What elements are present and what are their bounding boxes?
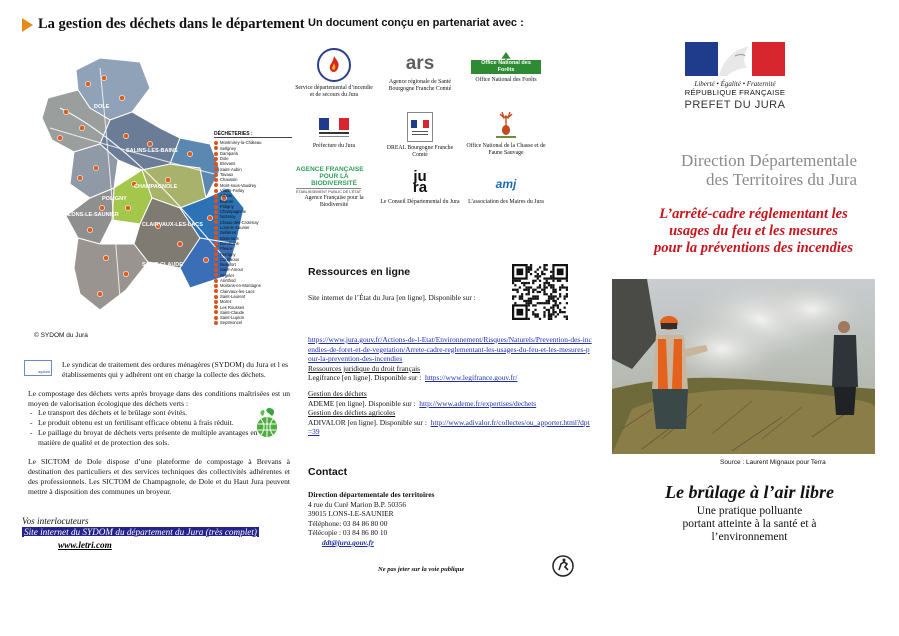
- decheterie-dot-icon: [214, 289, 218, 293]
- decheterie-dot-icon: [214, 305, 218, 309]
- afb-logo-line: ÉTABLISSEMENT PUBLIC DE L’ÉTAT: [296, 190, 362, 194]
- prefecture-logo: [682, 42, 788, 111]
- partner-afb: AGENCE FRANÇAISE POUR LA BIODIVERSITÉ ÉTABLISSEMENT PUBLIC DE L’ÉTAT Agence Française pour la Biodiversité: [294, 170, 374, 209]
- afb-logo-line: POUR LA BIODIVERSITÉ: [311, 173, 357, 187]
- contact-address: 4 rue du Curé Marion B.P. 50356: [308, 499, 407, 509]
- decheterie-dot-icon: [214, 215, 218, 219]
- decheterie-dot-icon: [214, 173, 218, 177]
- amj-logo-icon: amj: [495, 176, 517, 191]
- legend-item: Pleure: [214, 246, 292, 251]
- partner-onf: Office National des Forêts Office National des Forêts: [466, 52, 546, 84]
- right-panel: [600, 0, 899, 636]
- sdis-logo-icon: [323, 54, 345, 76]
- onf-logo-text: Office National des Forêts: [471, 60, 541, 74]
- legend-title: DÉCHETERIES :: [214, 132, 292, 138]
- decheterie-dot-icon: [214, 183, 218, 187]
- legend-item: Montmirey-la-Château: [214, 140, 292, 145]
- jura-logo-icon: jura: [412, 168, 428, 196]
- sydom-text: Le syndicat de traitement des ordures ménagères (SYDOM) du Jura et l es établissements qui y adhérent ont en charge la collecte des déchets.: [62, 360, 289, 379]
- legend-item: Poligny: [214, 204, 292, 209]
- partner-prefecture: Préfecture du Jura: [294, 114, 374, 150]
- decheterie-dot-icon: [214, 189, 218, 193]
- sictom-text: Le SICTOM de Dole dispose d’une plateforme de compostage à Brevans à destination des particuliers et des services techniques des collectivités adhérentes et des professionnels. Les SICTOM de Champagnole, de Dole et du Haut Jura peuvent mettre à disposition des communes un broyeur.: [28, 457, 290, 496]
- legend-item: Nozeroy: [214, 214, 292, 219]
- map-city-label: POLIGNY: [102, 196, 127, 202]
- contact-block: [308, 490, 528, 548]
- legend-item: Orgelet: [214, 273, 292, 278]
- partner-amj: amj L’association des Maires du Jura: [468, 176, 544, 205]
- decheterie-dot-icon: [214, 152, 218, 156]
- triangle-bullet-icon: [22, 18, 33, 32]
- contact-email-link[interactable]: ddt@jura.gouv.fr: [322, 537, 374, 547]
- decheterie-dot-icon: [214, 157, 218, 161]
- decheterie-dot-icon: [214, 167, 218, 171]
- ars-logo-icon: ars: [405, 52, 435, 74]
- resources-list: [308, 335, 593, 437]
- legend-item: Domblans: [214, 241, 292, 246]
- decheterie-dot-icon: [214, 268, 218, 272]
- headline: Le brûlage à l’air libre: [665, 482, 834, 502]
- partners-title: Un document conçu en partenariat avec :: [308, 17, 524, 29]
- interlocutors-title: Vos interlocuteurs: [22, 516, 89, 526]
- legend-item: Morez: [214, 299, 292, 304]
- legend-item: Saint-Laurent: [214, 294, 292, 299]
- decheterie-dot-icon: [214, 321, 218, 325]
- list-item: - Le paillage du broyat de déchets verts présente de multiple avantages en matière de qualité et de protection des sols.: [28, 428, 290, 448]
- footer-note: Ne pas jeter sur la voie publique: [378, 566, 465, 573]
- subtitle: Une pratique polluante portant atteinte à la santé et à l’environnement: [682, 505, 817, 543]
- legend-item: Villers-Farlay: [214, 188, 292, 193]
- legend-item: Chaux-des-Crotenay: [214, 220, 292, 225]
- ademe-text: ADEME [en ligne]. Disponible sur :: [308, 398, 416, 408]
- legend-item: Sellgney: [214, 146, 292, 151]
- afb-logo-line: AGENCE FRANÇAISE: [296, 166, 364, 173]
- contact-address: 39015 LONS-LE-SAUNIER: [308, 509, 394, 519]
- map-legend: [214, 132, 292, 326]
- partner-dreal: DREAL Bourgogne Franche Comté: [380, 112, 460, 159]
- recycling-globe-icon: [254, 406, 280, 438]
- decheterie-dot-icon: [214, 205, 218, 209]
- decheterie-dot-icon: [214, 300, 218, 304]
- section-title: La gestion des déchets dans le département: [22, 16, 305, 33]
- legend-item: Saint-Aubin: [214, 167, 292, 172]
- decheterie-dot-icon: [214, 310, 218, 314]
- decheterie-dot-icon: [214, 257, 218, 261]
- republic-motto: Liberté • Égalité • Fraternité: [694, 80, 776, 88]
- map-city-label: LONS-LE-SAUNIER: [68, 212, 119, 218]
- decheterie-dot-icon: [214, 273, 218, 277]
- legend-item: Arbois: [214, 193, 292, 198]
- state-website-link[interactable]: https://www.jura.gouv.fr/Actions-de-l-Etat/Environnement/Risques/Naturels/Prevention-des-incendies-de-foret-et-de-vegetation/Arrete-cadre-reglementant-les-usages-du-feu-et-les-mesures-pour-la-prevention-des-incendies: [308, 335, 592, 364]
- legend-item: Arinthod: [214, 278, 292, 283]
- legend-item: Moirans-en-Montagne: [214, 283, 292, 288]
- partner-jura: jura Le Conseil Départemental du Jura: [380, 168, 460, 205]
- legend-item: Champagnole: [214, 209, 292, 214]
- partner-oncfs: Office National de la Chasse et de Faune Sauvage: [466, 110, 546, 157]
- decheterie-dot-icon: [214, 231, 218, 235]
- dreal-flag-icon: [411, 120, 429, 128]
- map-credit: © SYDOM du Jura: [34, 332, 88, 339]
- decheterie-dot-icon: [214, 316, 218, 320]
- legend-item: Dole: [214, 156, 292, 161]
- legend-item: Chaussin: [214, 177, 292, 182]
- contact-org: Direction départementale des territoires: [308, 490, 435, 499]
- legend-item: Brevans: [214, 161, 292, 166]
- republic-name: RÉPUBLIQUE FRANÇAISE: [684, 88, 786, 97]
- resources-title: Ressources en ligne: [308, 266, 411, 278]
- decheterie-dot-icon: [214, 263, 218, 267]
- decheterie-dot-icon: [214, 226, 218, 230]
- map-city-label: SAINT-CLAUDE: [142, 262, 183, 268]
- legend-item: Saint-Claude: [214, 310, 292, 315]
- adivalor-link[interactable]: http://www.adivalor.fr/collectes/ou_apporter.html?dpt=39: [308, 417, 590, 437]
- legifrance-text: Legifrance [en ligne]. Disponible sur :: [308, 373, 422, 383]
- contact-fax: Télécopie : 03 84 86 80 10: [308, 528, 388, 538]
- list-item: - Le produit obtenu est un fertilisant efficace obtenu à frais réduit.: [28, 418, 290, 428]
- legend-item: Sellières: [214, 230, 292, 235]
- sydom-logo: sydom: [24, 360, 52, 376]
- decheterie-dot-icon: [214, 146, 218, 150]
- contact-title: Contact: [308, 466, 348, 478]
- legifrance-link[interactable]: https://www.legifrance.gouv.fr/: [425, 373, 518, 383]
- decheterie-dot-icon: [214, 178, 218, 182]
- ddt-title: Direction Départementale des Territoires du Jura: [680, 151, 857, 189]
- decheterie-dot-icon: [214, 162, 218, 166]
- legend-item: Bracon: [214, 199, 292, 204]
- decheterie-dot-icon: [214, 220, 218, 224]
- legend-item: Damparis: [214, 151, 292, 156]
- legend-item: Perrigny: [214, 252, 292, 257]
- legal-title: Ressources juridique du droit français: [308, 363, 421, 373]
- letri-link[interactable]: www.letri.com: [58, 540, 112, 550]
- decheterie-dot-icon: [214, 284, 218, 288]
- legend-item: Lons-le-Saunier: [214, 225, 292, 230]
- contact-phone: Téléphone: 03 84 86 80 00: [308, 518, 388, 528]
- legend-item: Clairvaux-les-Lacs: [214, 289, 292, 294]
- photo-credit: Source : Laurent Mignaux pour Terra: [720, 459, 826, 466]
- decheterie-dot-icon: [214, 279, 218, 283]
- waste-title: Gestion des déchets: [308, 388, 367, 398]
- decheterie-dot-icon: [214, 194, 218, 198]
- legend-item: Tavaux: [214, 172, 292, 177]
- adivalor-text: ADIVALOR [en ligne]. Disponible sur :: [308, 417, 427, 427]
- decheterie-dot-icon: [214, 199, 218, 203]
- list-item: - Le transport des déchets et le brûlage sont évités.: [28, 408, 290, 418]
- map-city-label: CLAIRVAUX-LES-LACS: [142, 222, 203, 228]
- map-city-label: CHAMPAGNOLE: [134, 184, 178, 190]
- decheterie-dot-icon: [214, 295, 218, 299]
- deer-logo-icon: [492, 110, 520, 140]
- legend-item: Mont-sous-Vaudrey: [214, 183, 292, 188]
- map-city-label: DOLE: [94, 104, 110, 110]
- compost-benefits-list: [28, 408, 290, 448]
- ademe-link[interactable]: http://www.ademe.fr/expertises/dechets: [419, 398, 537, 408]
- prefecture-flag-icon: [319, 118, 349, 130]
- decheterie-dot-icon: [214, 247, 218, 251]
- legend-item: Saint-Amour: [214, 267, 292, 272]
- legend-item: Beaufort: [214, 262, 292, 267]
- map-city-label: SALINS-LES-BAINS: [126, 148, 178, 154]
- partner-sdis: Service départemental d’incendie et de secours du Jura: [294, 48, 374, 99]
- middle-panel: [295, 0, 600, 636]
- decheterie-dot-icon: [214, 242, 218, 246]
- decheterie-dot-icon: [214, 210, 218, 214]
- decheterie-dot-icon: [214, 236, 218, 240]
- partner-ars: ars Agence régionale de Santé Bourgogne Franche Comté: [388, 52, 452, 92]
- left-panel: [0, 0, 305, 636]
- legend-list: [214, 140, 292, 325]
- resources-intro: Site internet de l’État du Jura [en ligne]. Disponible sur :: [308, 293, 476, 302]
- legend-item: Courlaoux: [214, 257, 292, 262]
- decheterie-dot-icon: [214, 252, 218, 256]
- compost-intro: Le compostage des déchets verts après broyage dans des conditions maîtrisées est un moyen de valorisation écologique des déchets verts :: [28, 389, 290, 408]
- arrete-title: L’arrêté-cadre réglementant les usages du feu et les mesures pour la préventions des incendies: [654, 206, 853, 256]
- agri-title: Gestion des déchets agricoles: [308, 408, 396, 418]
- marianne-flag-icon: [685, 42, 785, 76]
- legend-item: Les Rousses: [214, 305, 292, 310]
- legend-item: Bletterans: [214, 236, 292, 241]
- decheterie-dot-icon: [214, 141, 218, 145]
- legend-item: Septmoncel: [214, 320, 292, 325]
- onf-tree-icon: [493, 52, 519, 60]
- no-littering-icon: [552, 555, 574, 577]
- prefet-title: PREFET DU JURA: [684, 99, 786, 111]
- legend-item: Saint-Lupicin: [214, 315, 292, 320]
- burning-photo: [612, 279, 875, 454]
- sydom-website-link[interactable]: Site internet du SYDOM du département du Jura (très complet): [24, 527, 257, 537]
- qr-code-icon[interactable]: [512, 264, 568, 320]
